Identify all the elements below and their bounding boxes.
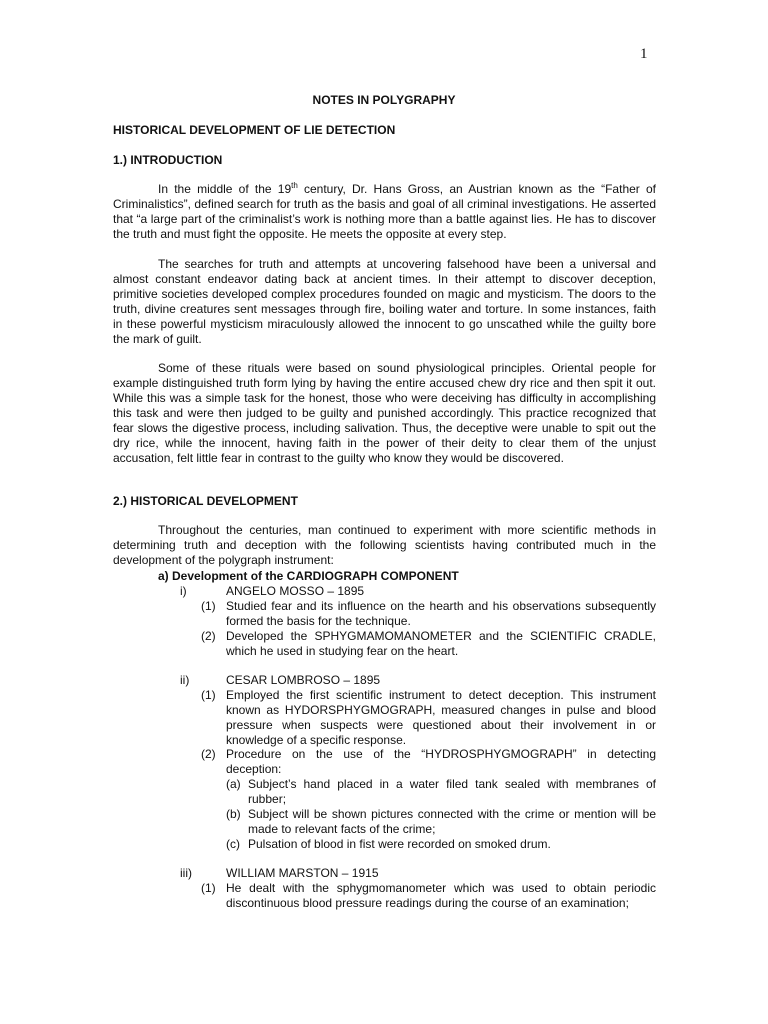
document-subtitle: HISTORICAL DEVELOPMENT OF LIE DETECTION [113, 123, 396, 137]
item-text: He dealt with the sphygmomanometer which was used to obtain periodic discontinuous blood pressure readings during the course of an examination; [226, 881, 656, 910]
scientist-iii-numeral: iii) [180, 866, 192, 880]
scientist-ii-item-1 [201, 688, 656, 748]
item-text: Studied fear and its influence on the hearth and his observations subsequently formed the basis for the technique. [226, 599, 656, 628]
scientist-ii-numeral: ii) [180, 673, 190, 687]
item-text: Employed the first scientific instrument to detect deception. This instrument known as HYDORSPHYGMOGRAPH, measured changes in pulse and blood pressure when suspects were questioned about their involvement in or knowledge of a specific response. [226, 688, 656, 747]
p1-superscript: th [291, 181, 298, 190]
scientist-iii-name: WILLIAM MARSTON – 1915 [226, 866, 379, 880]
item-number: (1) [201, 881, 216, 895]
item-number: (1) [201, 599, 216, 613]
scientist-ii-subitem-b [226, 807, 656, 837]
subitem-letter: (b) [226, 807, 241, 821]
item-text: Developed the SPHYGMAMOMANOMETER and the SCIENTIFIC CRADLE, which he used in studying fear on the heart. [226, 629, 656, 658]
scientist-ii-subitem-a [226, 777, 656, 807]
history-paragraph-1: Throughout the centuries, man continued to experiment with more scientific methods in determining truth and deception with the following scientists having contributed much in the development of the polygraph instrument: [113, 523, 656, 567]
scientist-ii-name: CESAR LOMBROSO – 1895 [226, 673, 381, 687]
subitem-text: Subject will be shown pictures connected with the crime or mention will be made to relevant facts of the crime; [248, 807, 656, 836]
subitem-text: Pulsation of blood in fist were recorded on smoked drum. [248, 837, 551, 851]
p1-rest: century, Dr. Hans Gross, an Austrian known as the “Father of Criminalistics”, defined search for truth as the basis and goal of all criminal investigations. He asserted that “a large part of the criminalist’s work is nothing more than a battle against lies. He has to discover the truth and must fight the opposite. He meets the opposite at every step. [113, 182, 657, 241]
item-number: (2) [201, 629, 216, 643]
scientist-i-item-2 [201, 629, 656, 659]
scientist-i-name: ANGELO MOSSO – 1895 [226, 584, 365, 598]
item-number: (1) [201, 688, 216, 702]
introduction-paragraph-2: The searches for truth and attempts at uncovering falsehood have been a universal and almost constant endeavor dating back at ancient times. In their attempt to discover deception, primitive societies developed complex procedures founded on magic and mysticism. The doors to the truth, divine creatures sent messages through fire, boiling water and torture. In some instances, faith in these powerful mysticism miraculously allowed the innocent to go unscathed while the guilty bore the mark of guilt. [113, 257, 656, 346]
history-heading: 2.) HISTORICAL DEVELOPMENT [113, 494, 298, 508]
item-text: Procedure on the use of the “HYDROSPHYGMOGRAPH” in detecting deception: [226, 747, 656, 776]
scientist-ii-subitem-c [226, 837, 656, 852]
scientist-iii-item-1 [201, 881, 656, 911]
section-a-heading: a) Development of the CARDIOGRAPH COMPONENT [158, 569, 459, 583]
introduction-heading: 1.) INTRODUCTION [113, 153, 223, 167]
subitem-text: Subject’s hand placed in a water filed tank sealed with membranes of rubber; [248, 777, 656, 806]
introduction-paragraph-1 [113, 182, 656, 242]
introduction-paragraph-3: Some of these rituals were based on sound physiological principles. Oriental people for example distinguished truth form lying by having the entire accused chew dry rice and then spit it out. While this was a simple task for the honest, those who were deceiving has difficulty in accomplishing this task and were then judged to be guilty and punished accordingly. This practice recognized that fear slows the digestive process, including salivation. Thus, the deceptive were unable to spit out the dry rice, while the innocent, having faith in the power of their deity to clear them of the unjust accusation, felt little fear in contrast to the guilty who know they would be discovered. [113, 361, 656, 465]
subitem-letter: (c) [226, 837, 240, 851]
subitem-letter: (a) [226, 777, 241, 791]
document-title: NOTES IN POLYGRAPHY [312, 93, 456, 107]
p1-start: In the middle of the 19 [158, 182, 292, 196]
page-number: 1 [640, 46, 648, 62]
item-number: (2) [201, 747, 216, 761]
scientist-i-numeral: i) [180, 584, 187, 598]
scientist-ii-item-2 [201, 747, 656, 777]
scientist-i-item-1 [201, 599, 656, 629]
